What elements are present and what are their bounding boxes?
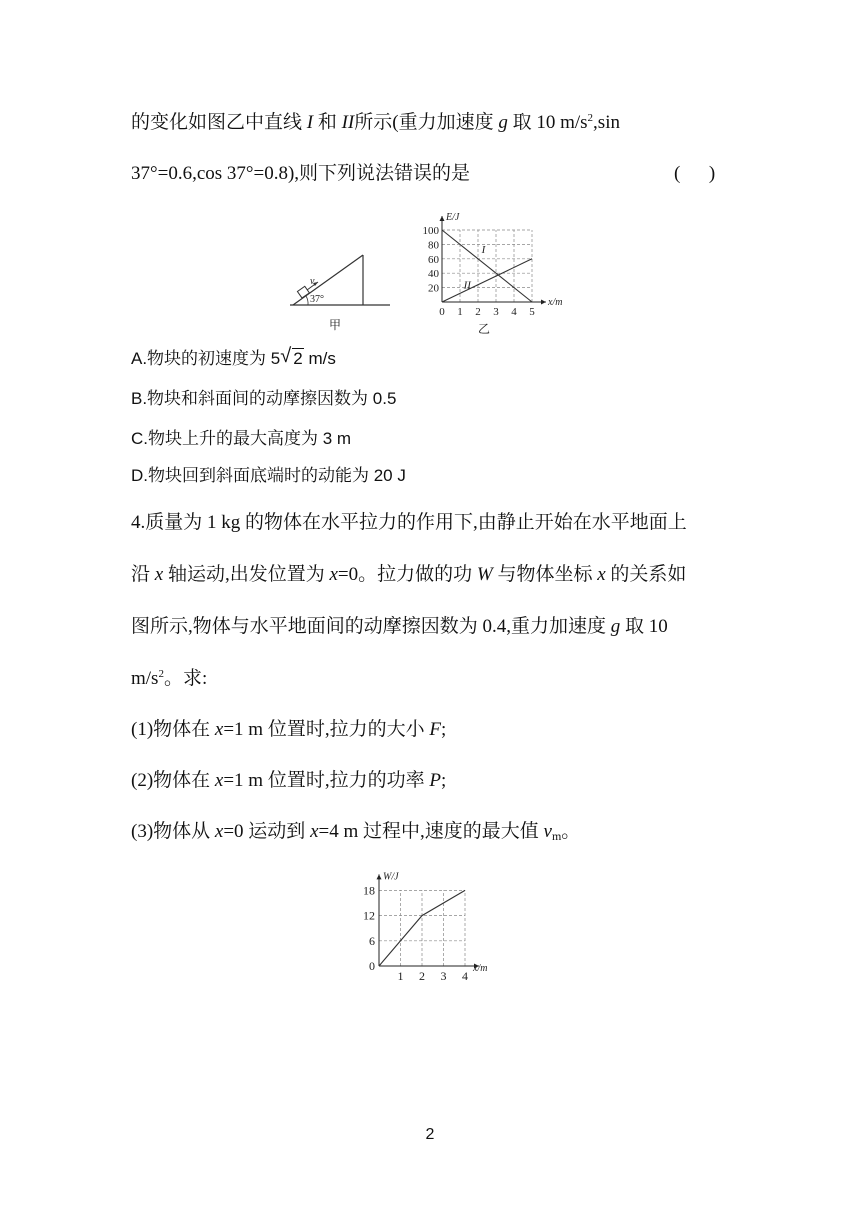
x-tick-label: 4	[511, 306, 517, 318]
y-tick-label: 6	[369, 933, 375, 948]
text: =1 m 位置时,拉力的功率	[223, 770, 430, 791]
option-C	[131, 430, 351, 447]
page-number: 2	[425, 1126, 435, 1143]
x-tick-label: 3	[440, 969, 447, 983]
y-tick-label: 20	[428, 282, 439, 295]
symbol-F: F	[429, 719, 441, 740]
text: (3)物体从	[131, 821, 215, 842]
y-axis-arrow-icon	[440, 216, 445, 221]
radicand: 2	[293, 349, 303, 368]
q4-line-2	[131, 565, 686, 584]
x-tick-label: 3	[493, 306, 499, 318]
text: m/s	[303, 349, 336, 368]
q4-line-4	[131, 669, 207, 688]
caption-jia: 甲	[329, 318, 342, 332]
text: (2)物体在	[131, 770, 215, 791]
x-tick-label: 0	[439, 306, 445, 318]
text: =0 运动到	[223, 821, 311, 842]
label-v: v	[310, 276, 315, 287]
symbol-x: x	[154, 564, 164, 585]
superscript: 2	[158, 668, 164, 680]
text: ;	[440, 719, 447, 740]
symbol-W: W	[476, 564, 493, 585]
line-label-II: II	[341, 112, 355, 133]
text: ( )	[674, 163, 716, 184]
option-A	[131, 345, 336, 368]
text: A.物块的初速度为 5	[131, 349, 281, 368]
answer-parentheses	[674, 164, 715, 183]
y-tick-label: 12	[363, 908, 375, 923]
line-label-I: I	[306, 112, 314, 133]
symbol-v: v	[543, 821, 552, 842]
text: m/s	[131, 668, 159, 689]
y-tick-label: 0	[369, 959, 375, 973]
figure-jia-incline	[285, 248, 395, 338]
y-axis-arrow-icon	[377, 874, 382, 879]
symbol-x: x	[310, 821, 319, 842]
text: B.物块和斜面间的动摩擦因数为 0.5	[131, 389, 397, 408]
y-tick-label: 60	[428, 253, 439, 266]
text: (1)物体在	[131, 719, 215, 740]
text: 和	[313, 112, 342, 133]
symbol-x: x	[597, 564, 606, 585]
text: 。求:	[163, 668, 208, 689]
text: 4.质量为 1 kg 的物体在水平拉力的作用下,由静止开始在水平地面上	[131, 512, 687, 533]
q4-line-1	[131, 513, 687, 532]
text: ,sin	[593, 112, 620, 133]
figure-w-x-chart	[355, 862, 515, 986]
x-tick-label: 5	[529, 306, 535, 318]
text: =4 m 过程中,速度的最大值	[318, 821, 544, 842]
x-tick-label: 4	[462, 969, 468, 983]
chart-e-x	[423, 212, 563, 318]
option-B	[131, 390, 396, 407]
y-axis-label: E/J	[446, 212, 460, 223]
series-label-I: I	[481, 244, 486, 257]
text: =0。拉力做的功	[337, 564, 477, 585]
text: 沿	[131, 564, 155, 585]
series-line-I	[442, 230, 532, 302]
q4-part-3	[131, 822, 580, 841]
y-tick-label: 18	[363, 883, 375, 898]
angle-label: 37°	[310, 294, 324, 305]
q3-line-2	[131, 164, 470, 183]
text: 图所示,物体与水平地面间的动摩擦因数为 0.4,重力加速度	[131, 616, 611, 637]
symbol-x: x	[329, 564, 338, 585]
text: 取 10	[620, 616, 668, 637]
symbol-x: x	[214, 821, 224, 842]
superscript: 2	[587, 112, 594, 124]
y-tick-label: 40	[428, 268, 439, 281]
x-axis-arrow-icon	[541, 300, 546, 305]
option-D	[131, 467, 406, 484]
x-tick-label: 2	[419, 969, 425, 983]
y-tick-label: 100	[422, 225, 439, 237]
text: 37°=0.6,cos 37°=0.8),则下列说法错误的是	[131, 163, 471, 184]
chart-w-x	[363, 871, 487, 983]
q3-line-1	[131, 113, 620, 132]
sqrt-expression: √ 2	[280, 345, 303, 368]
symbol-g: g	[498, 112, 508, 133]
y-tick-label: 80	[428, 239, 439, 252]
series-line-II	[442, 259, 532, 302]
x-tick-label: 1	[457, 306, 463, 318]
block	[297, 286, 309, 298]
symbol-x: x	[214, 770, 224, 791]
text: ;	[440, 770, 447, 791]
text: 的关系如	[605, 564, 687, 585]
q4-part-1	[131, 720, 446, 739]
text: =1 m 位置时,拉力的大小	[223, 719, 430, 740]
series-label-II: II	[463, 279, 471, 292]
caption-yi: 乙	[478, 322, 491, 336]
text: 的变化如图乙中直线	[131, 112, 307, 133]
y-axis-label: W/J	[383, 871, 399, 883]
q4-line-3	[131, 617, 668, 636]
text: 轴运动,出发位置为	[163, 564, 330, 585]
text: 取 10 m/s	[507, 112, 588, 133]
symbol-P: P	[429, 770, 441, 791]
figure-yi-chart	[420, 210, 580, 338]
text: 所示(重力加速度	[354, 112, 499, 133]
symbol-g: g	[610, 616, 621, 637]
symbol-x: x	[214, 719, 224, 740]
angle-arc	[306, 296, 308, 305]
text: D.物块回到斜面底端时的动能为 20 J	[131, 466, 406, 485]
x-axis-label: x/m	[548, 297, 563, 308]
subscript: m	[551, 829, 562, 843]
text: 与物体坐标	[492, 564, 598, 585]
x-tick-label: 2	[475, 306, 481, 318]
text: 。	[561, 821, 581, 842]
text: C.物块上升的最大高度为 3 m	[131, 429, 352, 448]
x-tick-label: 1	[397, 969, 404, 983]
x-axis-label: x/m	[473, 963, 488, 974]
q4-part-2	[131, 771, 446, 790]
